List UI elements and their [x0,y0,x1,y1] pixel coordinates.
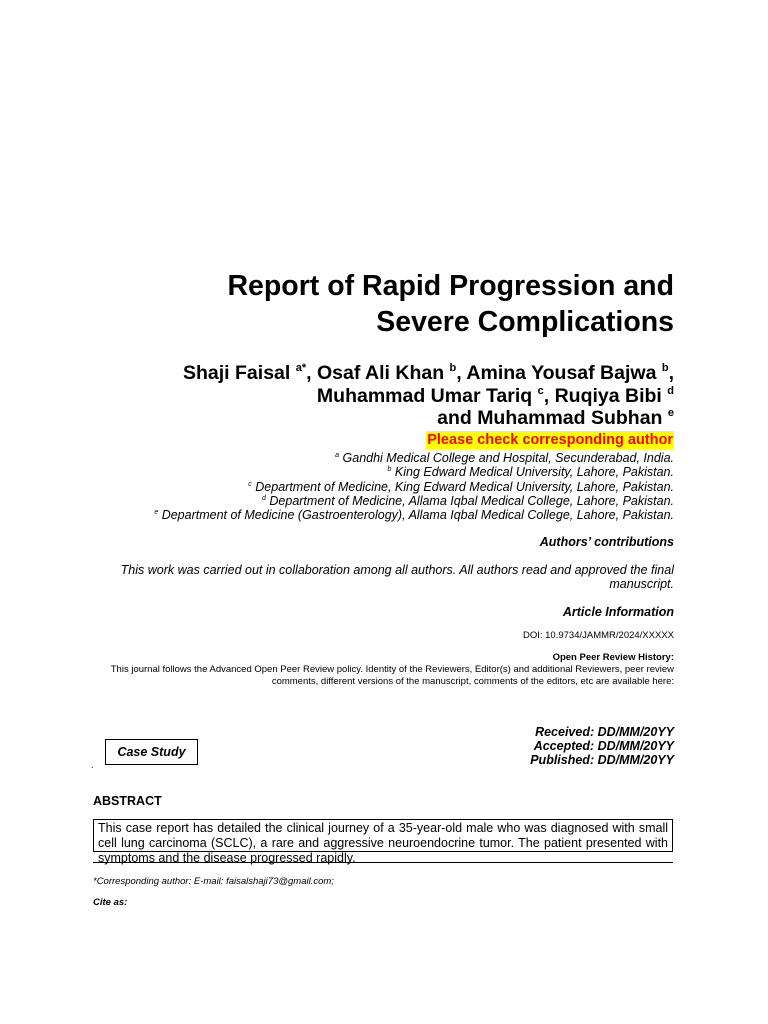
author-line-1 [74,362,674,385]
corresponding-author-footnote: *Corresponding author: E-mail: faisalshaji73@gmail.com; [93,876,334,887]
author-list [74,362,674,430]
stray-mark: . [91,760,94,770]
author-conjunction: and [437,407,478,429]
corresponding-author-notice: Please check corresponding author [427,432,673,448]
doi: DOI: 10.9734/JAMMR/2024/XXXXX [522,630,674,641]
affiliation-text: Department of Medicine, King Edward Medical University, Lahore, Pakistan. [255,479,674,494]
author-line-2 [74,385,674,408]
author-sup: b [449,362,457,374]
article-dates [530,725,674,767]
case-study-label: Case Study [105,739,198,765]
affiliation-text: Department of Medicine (Gastroenterology), Allama Iqbal Medical College, Lahore, Pakistan. [161,508,674,523]
affiliation-item [34,465,674,479]
affiliation-item [34,480,674,494]
peer-review-heading: Open Peer Review History: [552,652,674,663]
affiliation-sup: e [154,509,159,517]
affiliation-sup: b [387,466,392,474]
cite-as-label: Cite as: [93,897,128,908]
author-name: Muhammad Umar Tariq [316,384,533,407]
author-separator: , [306,362,317,384]
title-line-1: Report of Rapid Progression and [227,270,674,302]
author-separator: , [543,384,555,407]
peer-review-text: This journal follows the Advanced Open Peer Review policy. Identity of the Reviewers, Editor(s) and additional Reviewers, peer review comments, different versions of the manuscript, comments of the editors, etc are available here: [110,664,674,687]
author-line-3 [74,407,674,430]
author-name: Amina Yousaf Bajwa [466,362,657,384]
accepted-date: Accepted: DD/MM/20YY [533,739,674,753]
author-separator: , [668,362,674,384]
author-sup: d [667,384,674,397]
author-name: Ruqiya Bibi [554,384,662,407]
author-sup: a* [295,362,307,374]
published-date: Published: DD/MM/20YY [530,753,674,767]
author-name: Muhammad Subhan [477,407,663,429]
abstract-heading: ABSTRACT [93,794,162,808]
contributions-text: This work was carried out in collaboration among all authors. All authors read and approved the final manuscript. [120,563,674,592]
affiliation-text: Gandhi Medical College and Hospital, Secunderabad, India. [342,451,674,465]
article-title [114,268,674,340]
author-sup: b [661,362,669,374]
affiliation-item [34,494,674,508]
affiliation-list [34,451,674,522]
author-sup: c [537,384,544,397]
author-separator: , [456,362,467,384]
author-name: Shaji Faisal [183,362,291,384]
affiliation-text: King Edward Medical University, Lahore, Pakistan. [394,465,674,480]
affiliation-sup: c [248,480,252,488]
title-line-2: Severe Complications [376,306,674,338]
author-name: Osaf Ali Khan [316,362,445,384]
footnote-divider [93,862,673,863]
affiliation-item [34,451,674,465]
affiliation-sup: a [335,452,340,459]
affiliation-sup: d [262,494,266,502]
author-sup: e [667,407,674,419]
affiliation-item [34,508,674,522]
abstract-text: This case report has detailed the clinical journey of a 35-year-old male who was diagnosed with small cell lung carcinoma (SCLC), a rare and aggressive neuroendocrine tumor. The patient presented with symptoms and the disease progressed rapidly. [93,819,673,852]
received-date: Received: DD/MM/20YY [535,725,674,739]
article-info-heading: Article Information [562,605,674,619]
affiliation-text: Department of Medicine, Allama Iqbal Medical College, Lahore, Pakistan. [269,493,674,508]
contributions-heading: Authors’ contributions [539,535,674,549]
